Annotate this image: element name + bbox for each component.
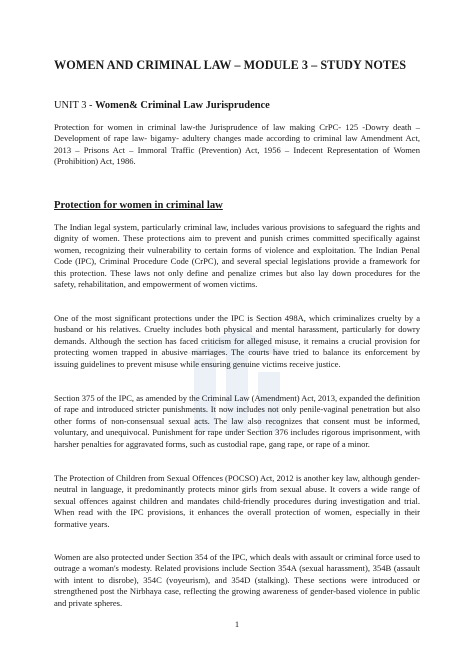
page-number: 1 [234,619,240,629]
unit-prefix: UNIT 3 - [54,100,96,111]
section-heading: Protection for women in criminal law [54,200,223,211]
paragraph: One of the most significant protections under the IPC is Section 498A, which criminalizes cruelty by a husband or his relatives. Cruelty includes both physical and mental harassment, particularly for dowry demands. Although the section has faced criticism for alleged misuse, it remains a crucial provision for protecting women trapped in abusive marriages. The courts have tried to balance its enforcement by issuing guidelines to prevent misuse while ensuring genuine victims receive justice. [54,313,420,369]
paragraph: The Indian legal system, particularly criminal law, includes various provisions to safeguard the rights and dignity of women. These protections aim to prevent and punish crimes committed specifically against women, recognizing their vulnerability to certain forms of violence and exploitation. The Indian Penal Code (IPC), Criminal Procedure Code (CrPC), and several special legislations provide a framework for this protection. These laws not only define and penalize crimes but also lay down procedures for the safety, rehabilitation, and empowerment of women victims. [54,222,420,290]
document-title: WOMEN AND CRIMINAL LAW – MODULE 3 – STUDY NOTES [54,58,407,72]
paragraph: Women are also protected under Section 354 of the IPC, which deals with assault or criminal force used to outrage a woman's modesty. Related provisions include Section 354A (sexual harassment), 354B (assault with intent to disrobe), 354C (voyeurism), and 354D (stalking). These sections were introduced or strengthened post the Nirbhaya case, reflecting the growing awareness of gender-based violence in public and private spheres. [54,552,420,608]
unit-description: Protection for women in criminal law-the Jurisprudence of law making CrPC- 125 -Dowry death – Development of rape law- bigamy- adultery changes made according to criminal law Amendment Act, 2013 – Prisons Act – Immoral Traffic (Prevention) Act, 1956 – Indecent Representation of Women (Prohibition) Act, 1986. [54,122,420,167]
paragraph: Section 375 of the IPC, as amended by the Criminal Law (Amendment) Act, 2013, expanded the definition of rape and introduced stricter punishments. It now includes not only penile-vaginal penetration but also other forms of non-consensual sexual acts. The law also recognizes that consent must be informed, voluntary, and unequivocal. Punishment for rape under Section 376 includes rigorous imprisonment, with harsher penalties for aggravated forms, such as custodial rape, gang rape, or rape of a minor. [54,393,420,449]
unit-title: Women& Criminal Law Jurisprudence [95,100,270,111]
unit-heading [54,100,424,111]
paragraph: The Protection of Children from Sexual Offences (POCSO) Act, 2012 is another key law, although gender-neutral in language, it predominantly protects minor girls from sexual abuse. It covers a wide range of sexual offences against children and mandates child-friendly procedures during investigation and trial. When read with the IPC provisions, it enhances the overall protection of women, especially in their formative years. [54,473,420,529]
